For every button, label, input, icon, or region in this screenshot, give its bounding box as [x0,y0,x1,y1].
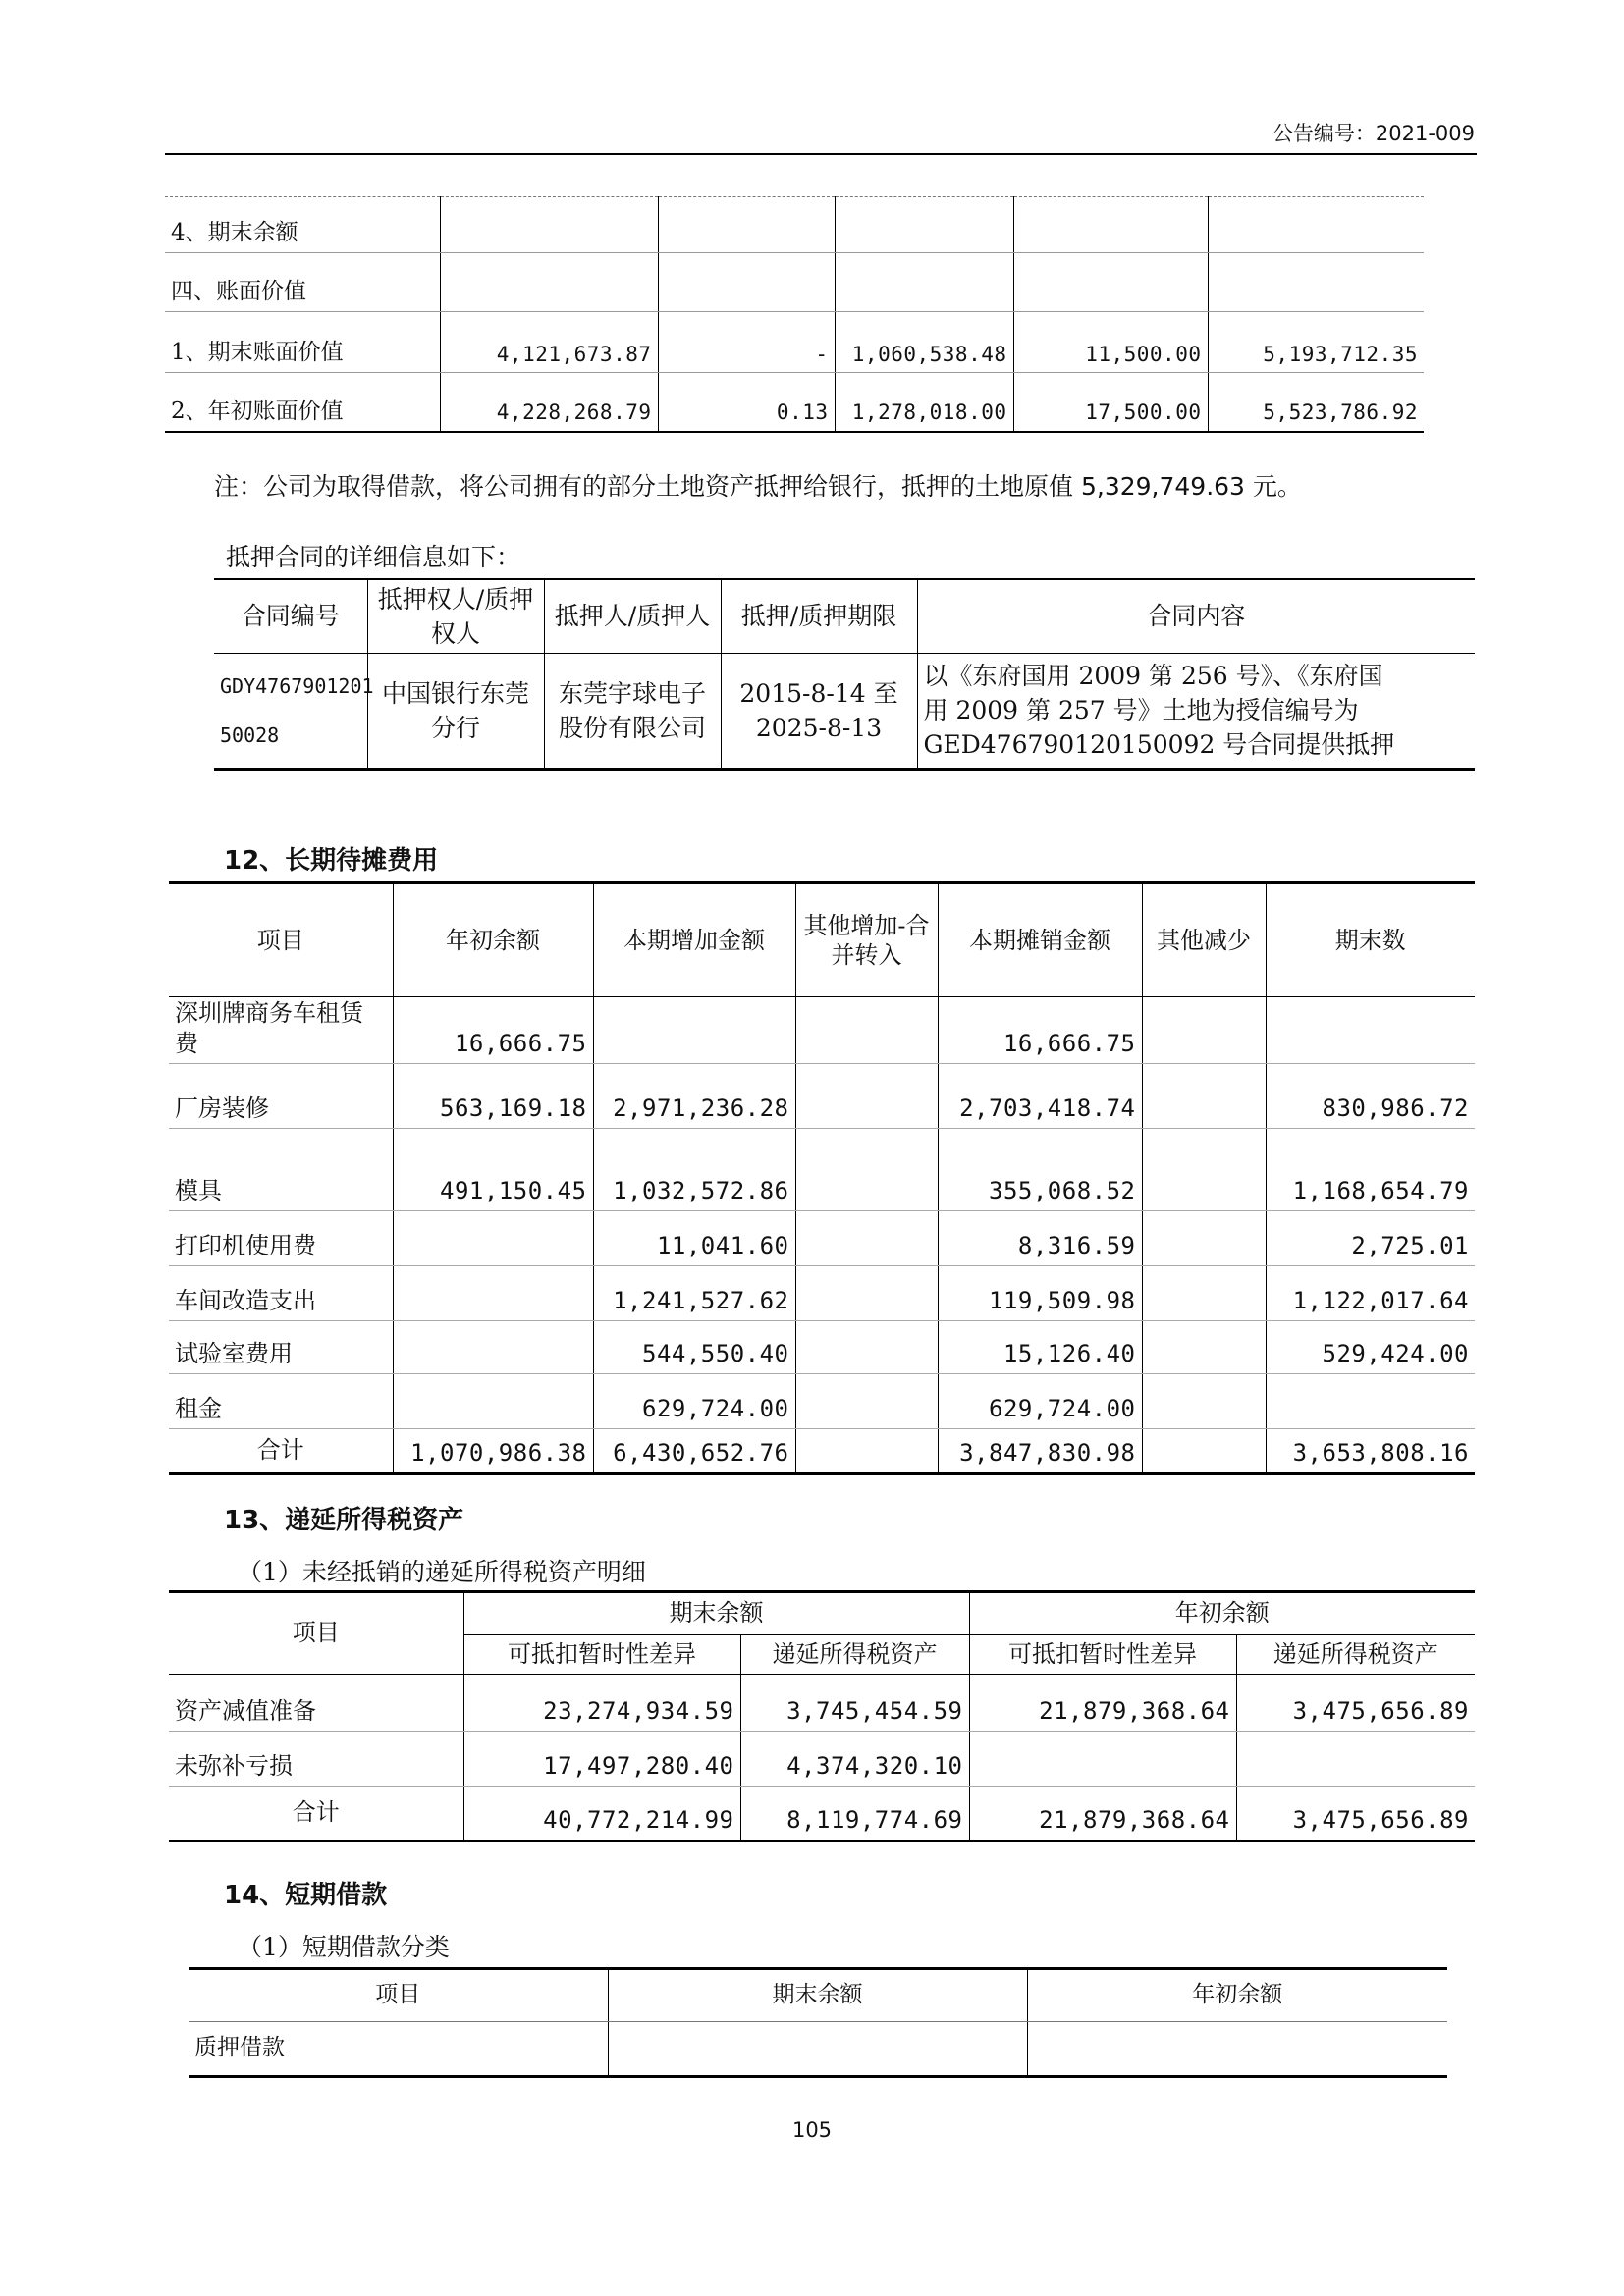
cell-value: 3,847,830.98 [938,1429,1142,1474]
cell-value: 8,119,774.69 [740,1787,969,1842]
cell-value: 0.13 [658,373,835,432]
cell-value [1266,1374,1475,1429]
cell-value: 17,497,280.40 [463,1732,740,1787]
col-header: 项目 [189,1969,608,2022]
item-name: 未弥补亏损 [169,1732,463,1787]
cell-value: 15,126.40 [938,1321,1142,1374]
cell-value [393,1266,593,1321]
note-text: 注：公司为取得借款，将公司拥有的部分土地资产抵押给银行，抵押的土地原值 [214,472,1074,501]
col-header: 年初余额 [1027,1969,1447,2022]
cell-value: 563,169.18 [393,1064,593,1129]
row-label: 4、期末余额 [165,197,440,253]
mortgage-term: 2015-8-14 至 2025-8-13 [721,653,917,769]
cell-value: 2,703,418.74 [938,1064,1142,1129]
col-header: 抵押权人/质押权人 [367,579,544,653]
col-header: 项目 [169,1592,463,1675]
total-row [169,1787,1475,1842]
cell-value [795,1321,938,1374]
mortgage-contract-table [214,578,1475,771]
cell-value [969,1732,1236,1787]
table-header-row [189,1969,1447,2022]
table-row [169,1211,1475,1266]
total-row [169,1429,1475,1474]
cell-value: 40,772,214.99 [463,1787,740,1842]
cell-value: 11,500.00 [1013,312,1208,373]
item-name: 合计 [256,1436,304,1465]
cell-value [1142,1429,1266,1474]
table-row [169,1266,1475,1321]
cell-value: 23,274,934.59 [463,1675,740,1732]
table-row [169,997,1475,1064]
col-header: 其他减少 [1142,883,1266,997]
item-name: 模具 [169,1129,393,1211]
cell-value [1266,997,1475,1064]
cell-value: 1,278,018.00 [835,373,1013,432]
cell-value [1236,1732,1475,1787]
cell-value: 21,879,368.64 [969,1675,1236,1732]
table-row [189,2022,1447,2077]
col-header: 可抵扣暂时性差异 [969,1635,1236,1675]
section-13-subtitle: （1）未经抵销的递延所得税资产明细 [238,1558,646,1586]
cell-value [795,1129,938,1211]
announcement-number: 公告编号：2021-009 [1272,122,1475,145]
cell-value [1142,1321,1266,1374]
cell-value: 491,150.45 [393,1129,593,1211]
col-header: 可抵扣暂时性差异 [463,1635,740,1675]
col-header: 期末数 [1266,883,1475,997]
table-row [165,312,1424,373]
item-name: 质押借款 [189,2022,608,2077]
cell-value: 4,228,268.79 [440,373,658,432]
item-name: 打印机使用费 [169,1211,393,1266]
table-row [214,653,1475,769]
col-header: 递延所得税资产 [740,1635,969,1675]
cell-value: 2,725.01 [1266,1211,1475,1266]
cell-value [393,1374,593,1429]
table-row [165,253,1424,312]
section-12-title: 12、长期待摊费用 [224,846,439,876]
row-label: 四、账面价值 [165,253,440,312]
table-row [165,197,1424,253]
cell-value: 1,168,654.79 [1266,1129,1475,1211]
cell-value: 355,068.52 [938,1129,1142,1211]
table-header-row [169,883,1475,997]
cell-value [393,1321,593,1374]
cell-value: 629,724.00 [593,1374,795,1429]
col-header: 抵押人/质押人 [544,579,721,653]
cell-value: 4,374,320.10 [740,1732,969,1787]
col-header: 年初余额 [969,1592,1475,1635]
cell-value [795,1064,938,1129]
cell-value [1142,1374,1266,1429]
page-header [165,116,1477,155]
mortgagor: 东莞宇球电子股份有限公司 [544,653,721,769]
cell-value: 544,550.40 [593,1321,795,1374]
deferred-tax-assets-table [169,1590,1475,1842]
intangible-assets-table [165,196,1424,433]
table-header-row [214,579,1475,653]
item-name: 资产减值准备 [169,1675,463,1732]
cell-value: 21,879,368.64 [969,1787,1236,1842]
cell-value [1142,1266,1266,1321]
mortgagee: 中国银行东莞分行 [367,653,544,769]
cell-value [795,1266,938,1321]
col-header: 本期摊销金额 [938,883,1142,997]
cell-value [795,997,938,1064]
cell-value [1142,1211,1266,1266]
cell-value: 1,060,538.48 [835,312,1013,373]
note-amount: 5,329,749.63 [1080,472,1245,501]
table-row [169,1675,1475,1732]
cell-value [393,1211,593,1266]
table-row [165,373,1424,432]
cell-value: - [658,312,835,373]
item-name: 试验室费用 [169,1321,393,1374]
cell-value: 6,430,652.76 [593,1429,795,1474]
cell-value [593,997,795,1064]
table-row [169,1374,1475,1429]
table-row [169,1129,1475,1211]
cell-value [1142,997,1266,1064]
cell-value: 4,121,673.87 [440,312,658,373]
col-header: 抵押/质押期限 [721,579,917,653]
row-label: 1、期末账面价值 [165,312,440,373]
page-number: 105 [791,2118,833,2142]
col-header: 期末余额 [463,1592,969,1635]
mortgage-note [214,467,1302,503]
col-header: 递延所得税资产 [1236,1635,1475,1675]
col-header: 合同内容 [917,579,1475,653]
cell-value: 5,193,712.35 [1208,312,1424,373]
col-header: 其他增加-合并转入 [795,883,938,997]
cell-value: 11,041.60 [593,1211,795,1266]
cell-value: 8,316.59 [938,1211,1142,1266]
cell-value: 1,122,017.64 [1266,1266,1475,1321]
col-header: 合同编号 [214,579,367,653]
long-term-prepaid-table [169,881,1475,1475]
note-suffix: 元。 [1252,472,1302,501]
table-header-row [169,1592,1475,1635]
contract-number: GDY4767901201 50028 [214,653,367,769]
cell-value: 1,070,986.38 [393,1429,593,1474]
cell-value: 1,032,572.86 [593,1129,795,1211]
item-name: 厂房装修 [169,1064,393,1129]
item-name: 车间改造支出 [169,1266,393,1321]
cell-value: 529,424.00 [1266,1321,1475,1374]
col-header: 期末余额 [608,1969,1027,2022]
contract-content: 以《东府国用 2009 第 256 号》、《东府国 用 2009 第 257 号》土地为授信编号为 GED476790120150092 号合同提供抵押 [917,653,1475,769]
cell-value [1142,1129,1266,1211]
cell-value: 3,475,656.89 [1236,1787,1475,1842]
cell-value [795,1374,938,1429]
cell-value: 5,523,786.92 [1208,373,1424,432]
cell-value: 1,241,527.62 [593,1266,795,1321]
section-13-title: 13、递延所得税资产 [224,1506,464,1535]
cell-value: 2,971,236.28 [593,1064,795,1129]
cell-value: 3,653,808.16 [1266,1429,1475,1474]
section-14-subtitle: （1）短期借款分类 [238,1933,450,1961]
cell-value [1027,2022,1447,2077]
short-term-borrowings-table [189,1967,1447,2078]
cell-value [795,1211,938,1266]
cell-value [795,1429,938,1474]
col-header: 本期增加金额 [593,883,795,997]
cell-value: 17,500.00 [1013,373,1208,432]
cell-value: 3,475,656.89 [1236,1675,1475,1732]
col-header: 项目 [169,883,393,997]
item-name: 租金 [169,1374,393,1429]
section-14-title: 14、短期借款 [224,1881,388,1910]
cell-value: 16,666.75 [938,997,1142,1064]
mortgage-intro: 抵押合同的详细信息如下： [226,543,521,571]
cell-value: 119,509.98 [938,1266,1142,1321]
cell-value [1142,1064,1266,1129]
item-name: 深圳牌商务车租赁费 [169,997,393,1064]
cell-value: 3,745,454.59 [740,1675,969,1732]
col-header: 年初余额 [393,883,593,997]
cell-value: 830,986.72 [1266,1064,1475,1129]
cell-value: 16,666.75 [393,997,593,1064]
table-row [169,1321,1475,1374]
table-row [169,1732,1475,1787]
table-row [169,1064,1475,1129]
cell-value [608,2022,1027,2077]
row-label: 2、年初账面价值 [165,373,440,432]
item-name: 合计 [292,1798,340,1827]
cell-value: 629,724.00 [938,1374,1142,1429]
